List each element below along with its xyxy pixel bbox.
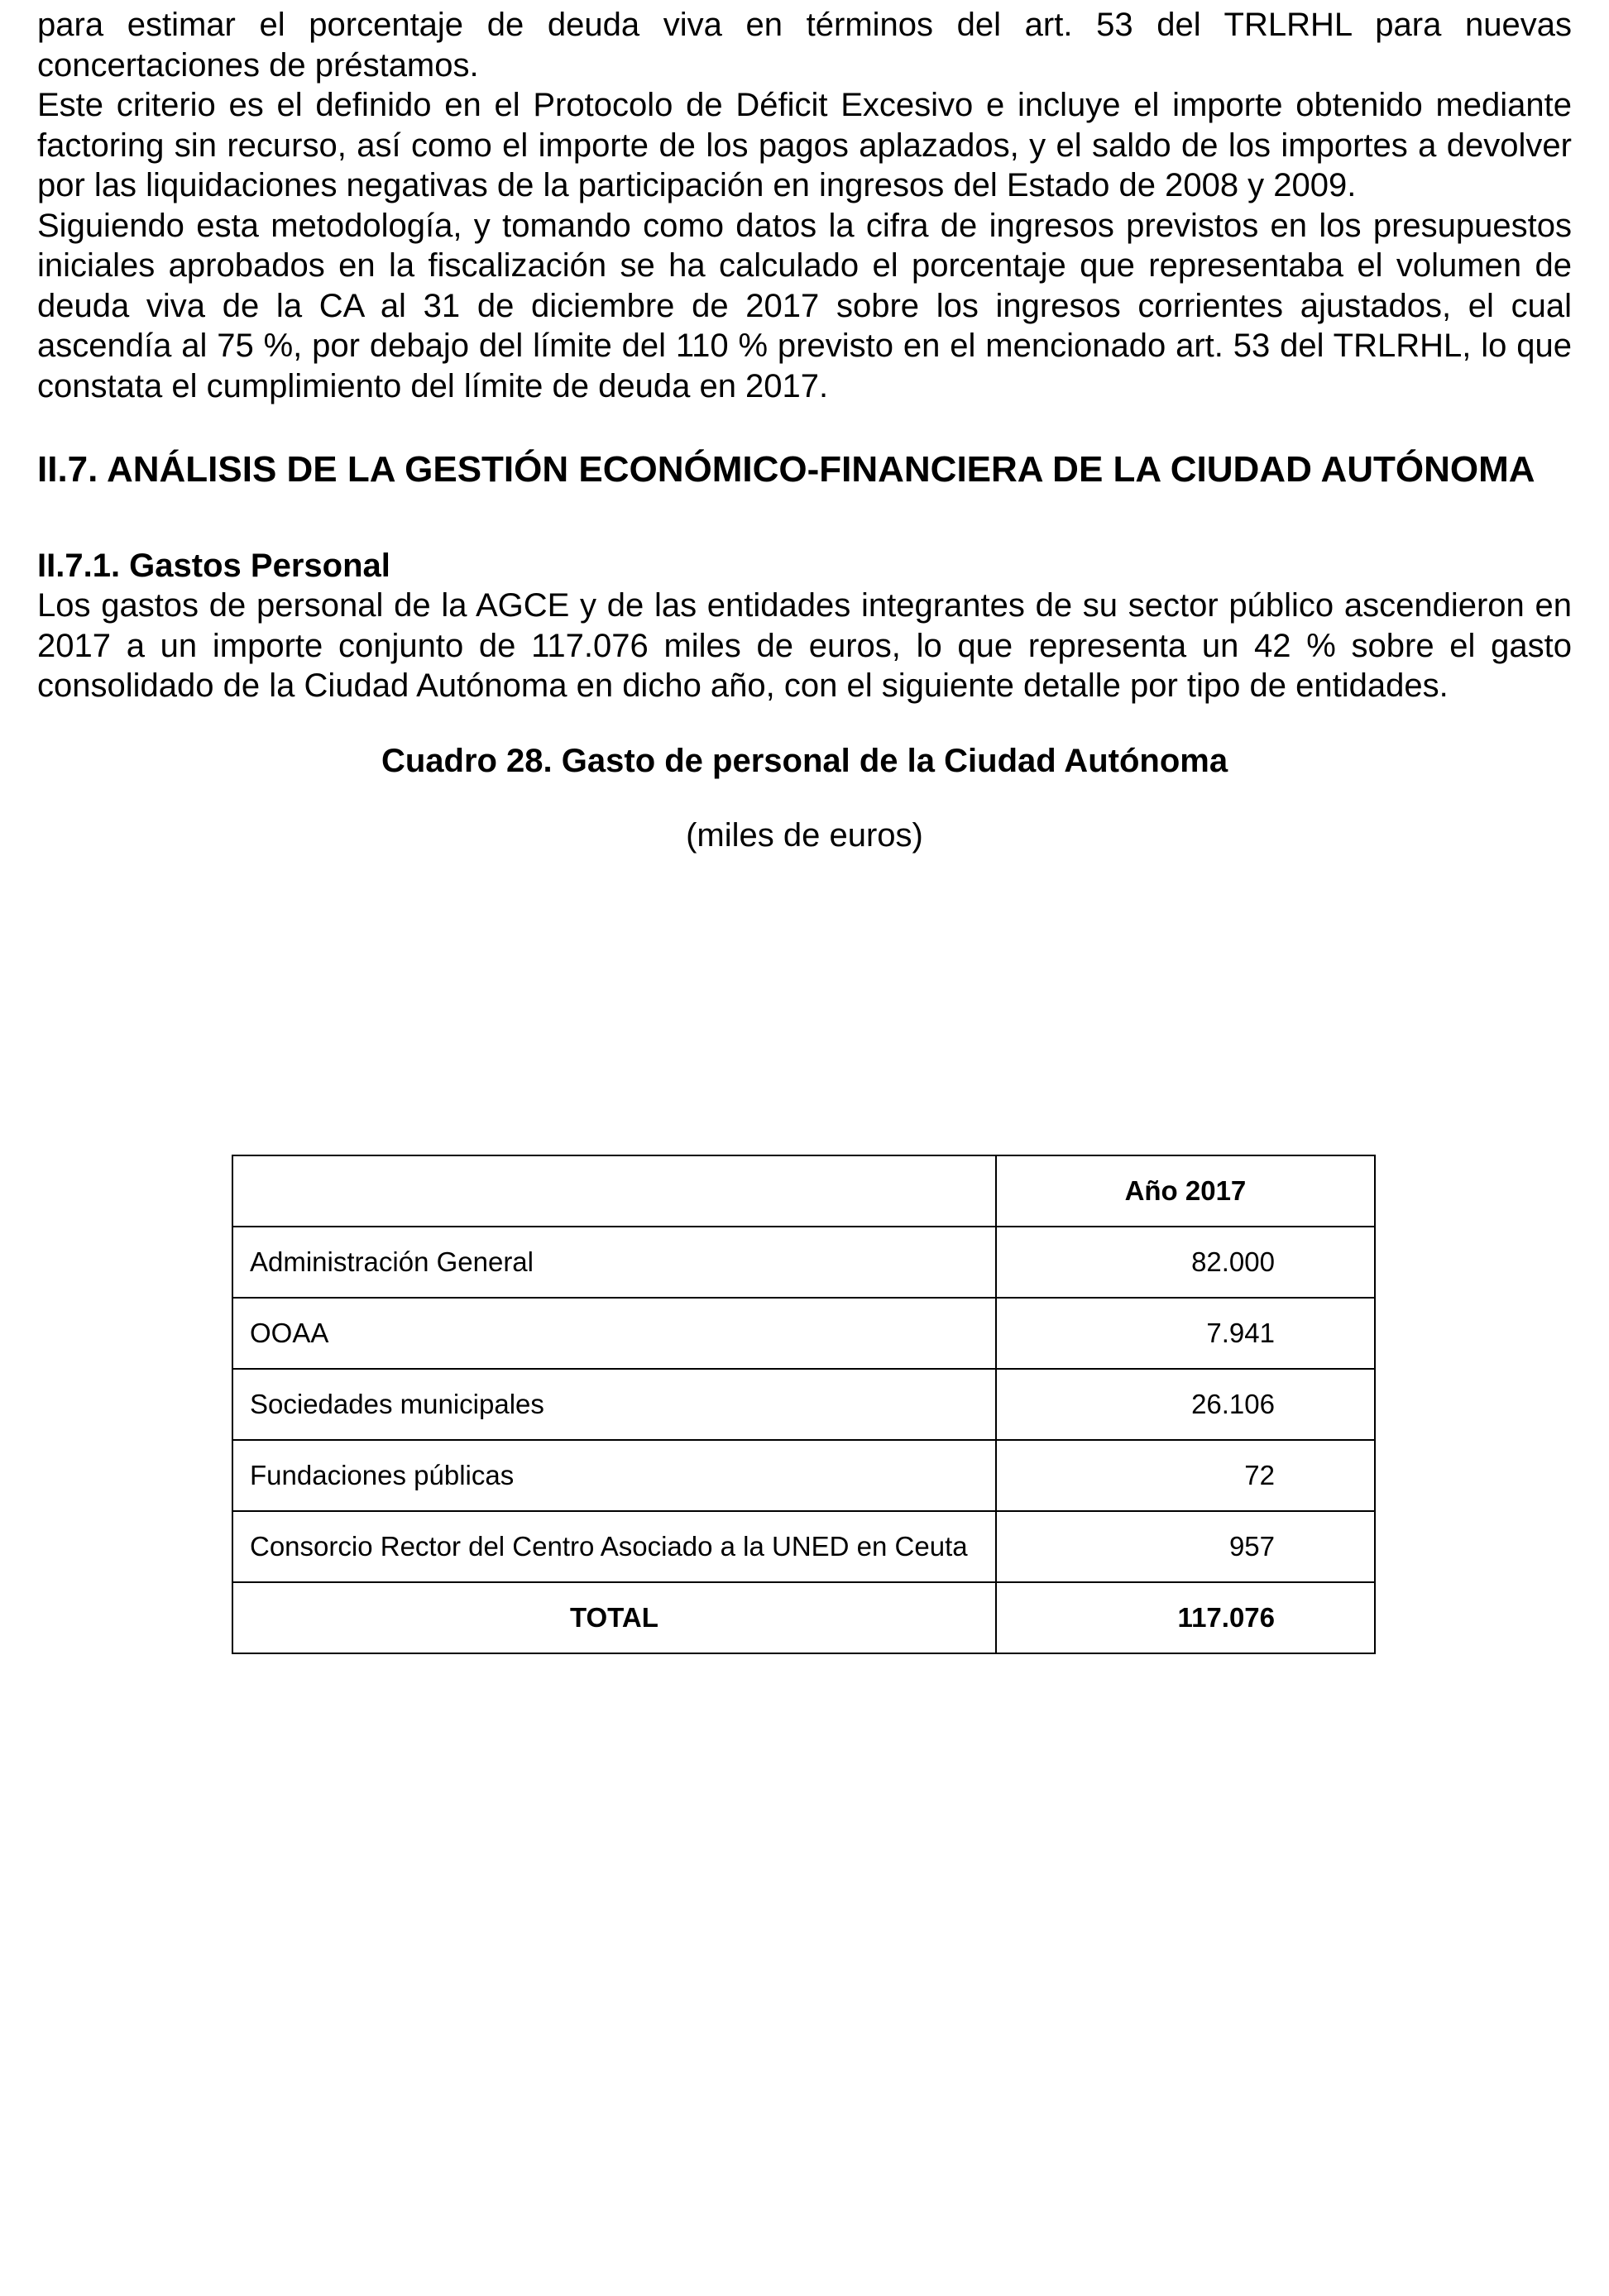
header-year-cell: Año 2017	[996, 1155, 1375, 1227]
row-value: 7.941	[996, 1298, 1375, 1369]
row-label: Fundaciones públicas	[232, 1440, 996, 1511]
total-label: TOTAL	[232, 1582, 996, 1653]
table-header-row	[232, 1155, 1375, 1227]
table-caption: Cuadro 28. Gasto de personal de la Ciudad Autónoma	[381, 742, 1228, 779]
row-value: 957	[996, 1511, 1375, 1582]
table-row	[232, 1227, 1375, 1298]
table-total-row	[232, 1582, 1375, 1653]
paragraph-metodologia-limite: Siguiendo esta metodología, y tomando como datos la cifra de ingresos previstos en los presupuestos iniciales aprobados en la fiscalización se ha calculado el porcentaje que representaba el volumen de deuda viva de la CA al 31 de diciembre de 2017 sobre los ingresos corrientes ajustados, el cual ascendía al 75 %, por debajo del límite del 110 % previsto en el mencionado art. 53 del TRLRHL, lo que constata el cumplimiento del límite de deuda en 2017.	[37, 207, 1572, 404]
row-value: 26.106	[996, 1369, 1375, 1440]
paragraph-deuda-viva-intro: para estimar el porcentaje de deuda viva en términos del art. 53 del TRLRHL para nuevas concertaciones de préstamos.	[37, 7, 1572, 84]
table-row	[232, 1511, 1375, 1582]
total-value: 117.076	[996, 1582, 1375, 1653]
personnel-expense-table	[232, 1155, 1376, 1654]
table-row	[232, 1298, 1375, 1369]
subsection-heading: II.7.1. Gastos Personal	[37, 548, 390, 584]
row-label: OOAA	[232, 1298, 996, 1369]
document-page	[37, 5, 1572, 855]
header-label-cell	[232, 1155, 996, 1227]
section-heading: II.7. ANÁLISIS DE LA GESTIÓN ECONÓMICO-FINANCIERA DE LA CIUDAD AUTÓNOMA	[37, 449, 1535, 490]
row-label: Consorcio Rector del Centro Asociado a la UNED en Ceuta	[232, 1511, 996, 1582]
row-label: Sociedades municipales	[232, 1369, 996, 1440]
table-row	[232, 1369, 1375, 1440]
row-label: Administración General	[232, 1227, 996, 1298]
table-units: (miles de euros)	[686, 816, 923, 854]
paragraph-gastos-personal: Los gastos de personal de la AGCE y de las entidades integrantes de su sector público ascendieron en 2017 a un importe conjunto de 117.076 miles de euros, lo que representa un 42 % sobre el gasto consolidado de la Ciudad Autónoma en dicho año, con el siguiente detalle por tipo de entidades.	[37, 587, 1572, 704]
row-value: 82.000	[996, 1227, 1375, 1298]
table-row	[232, 1440, 1375, 1511]
paragraph-criterio-protocolo: Este criterio es el definido en el Protocolo de Déficit Excesivo e incluye el importe obtenido mediante factoring sin recurso, así como el importe de los pagos aplazados, y el saldo de los importes a devolver por las liquidaciones negativas de la participación en ingresos del Estado de 2008 y 2009.	[37, 87, 1572, 203]
row-value: 72	[996, 1440, 1375, 1511]
